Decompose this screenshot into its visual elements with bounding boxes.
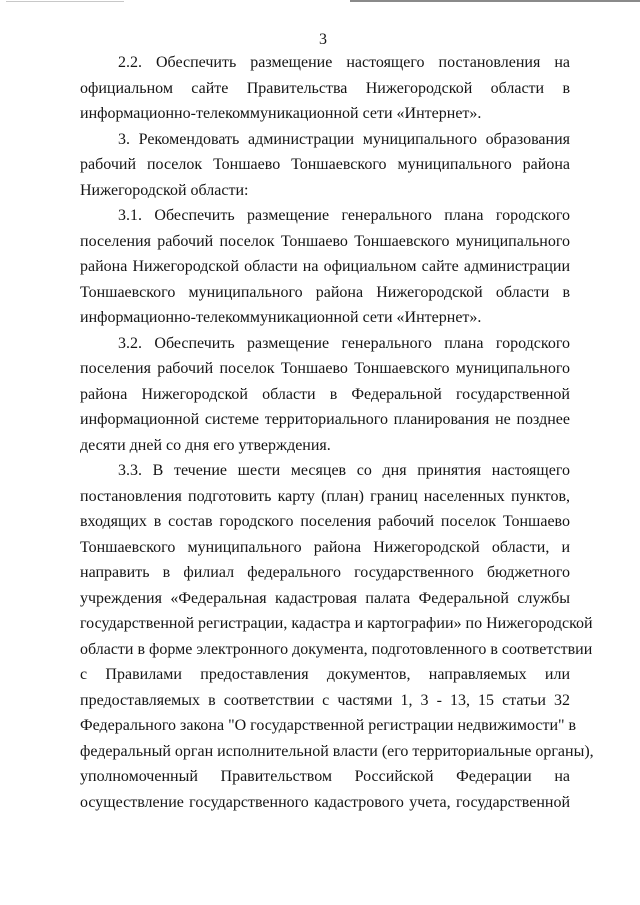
text-line: информационной системе территориального планирования не позднее (80, 411, 570, 428)
text-line: 3.2. Обеспечить размещение генерального плана городского (118, 334, 570, 352)
scan-top-border (0, 0, 640, 3)
text-line: информационно-телекоммуникационной сети «Интернет». (80, 309, 482, 326)
text-line: осуществление государственного кадастрового учета, государственной (80, 793, 570, 811)
text-line: информационно-телекоммуникационной сети «Интернет». (80, 105, 482, 122)
scan-edge-left (6, 1, 124, 2)
text-line: официальном сайте Правительства Нижегородской области в (80, 79, 570, 97)
text-line: 2.2. Обеспечить размещение настоящего постановления на (118, 54, 570, 71)
text-line: Нижегородской области: (80, 181, 249, 199)
text-line: учреждения «Федеральная кадастровая палата Федеральной службы (80, 589, 570, 607)
text-line: десяти дней со дня его утверждения. (80, 436, 331, 454)
text-line: поселения рабочий поселок Тоншаево Тоншаевского муниципального (80, 360, 570, 377)
text-line: 3.1. Обеспечить размещение генерального плана городского (118, 207, 570, 224)
text-line: Тоншаевского муниципального района Нижегородской области, и (80, 538, 570, 556)
page-number: 3 (319, 31, 327, 48)
text-line: входящих в состав городского поселения рабочий поселок Тоншаево (80, 513, 570, 530)
text-line: района Нижегородской области в Федеральной государственной (80, 385, 570, 403)
text-line: 3.3. В течение шести месяцев со дня принятия настоящего (118, 462, 570, 479)
document-body (80, 50, 594, 815)
text-line: постановления подготовить карту (план) границ населенных пунктов, (80, 487, 570, 505)
text-line: направить в филиал федерального государственного бюджетного (80, 564, 570, 581)
text-line: государственной регистрации, кадастра и картографии» по Нижегородской (80, 615, 593, 632)
text-line: федеральный орган исполнительной власти (его территориальные органы), (80, 742, 594, 760)
text-line: Тоншаевского муниципального района Нижегородской области в (80, 283, 570, 301)
text-line: 3. Рекомендовать администрации муниципального образования (118, 130, 570, 148)
text-line: уполномоченный Правительством Российской Федерации на (80, 768, 570, 785)
text-line: поселения рабочий поселок Тоншаево Тоншаевского муниципального (80, 232, 570, 250)
text-line: области в форме электронного документа, подготовленного в соответствии (80, 640, 593, 658)
text-line: Федерального закона "О государственной регистрации недвижимости" в (80, 717, 577, 734)
text-line: рабочий поселок Тоншаево Тоншаевского муниципального района (80, 156, 570, 173)
text-line: района Нижегородской области на официальном сайте администрации (80, 258, 570, 275)
scan-edge-right (350, 0, 640, 2)
text-line: с Правилами предоставления документов, направляемых или (80, 666, 570, 683)
text-line: предоставляемых в соответствии с частями 1, 3 - 13, 15 статьи 32 (80, 691, 570, 709)
